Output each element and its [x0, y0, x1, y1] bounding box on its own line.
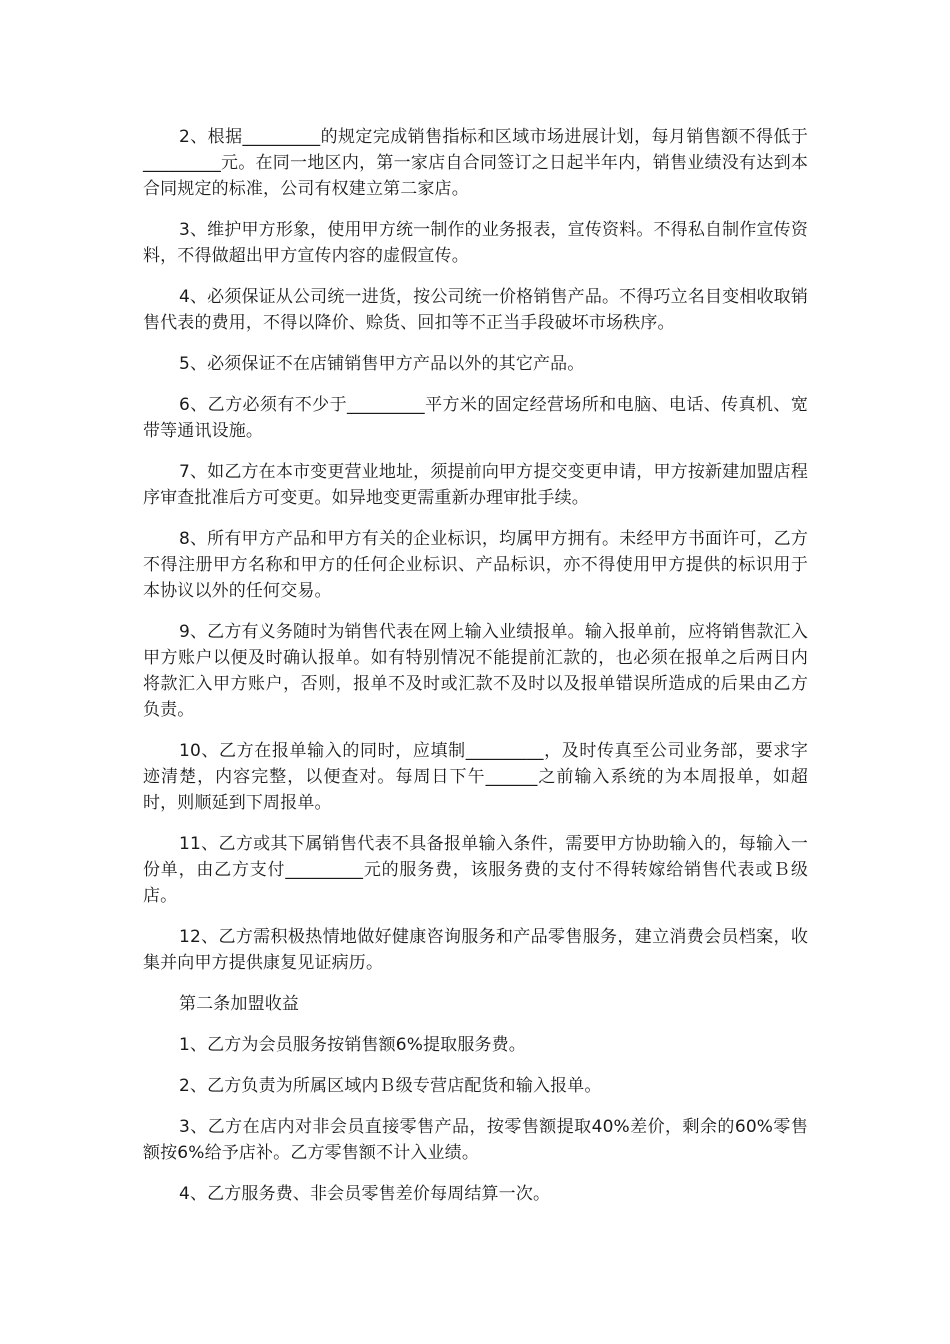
- section-heading: 第二条加盟收益: [179, 994, 300, 1014]
- clause-paragraph: 11、乙方或其下属销售代表不具备报单输入条件，需要甲方协助输入的，每输入一份单，由乙方支付_________元的服务费，该服务费的支付不得转嫁给销售代表或Ｂ级店。: [143, 834, 808, 906]
- clause-paragraph: 3、维护甲方形象，使用甲方统一制作的业务报表，宣传资料。不得私自制作宣传资料，不得做超出甲方宣传内容的虚假宣传。: [143, 220, 808, 266]
- clause-paragraph: 1、乙方为会员服务按销售额6%提取服务费。: [179, 1035, 526, 1055]
- clause-paragraph: 2、乙方负责为所属区域内Ｂ级专营店配货和输入报单。: [179, 1076, 602, 1096]
- clause-paragraph: 6、乙方必须有不少于_________平方米的固定经营场所和电脑、电话、传真机、宽带等通讯设施。: [143, 395, 808, 441]
- clause-paragraph: 2、根据_________的规定完成销售指标和区域市场进展计划，每月销售额不得低于_________元。在同一地区内，第一家店自合同签订之日起半年内，销售业绩没有达到本合同规定的标准，公司有权建立第二家店。: [143, 127, 808, 199]
- clause-paragraph: 5、必须保证不在店铺销售甲方产品以外的其它产品。: [179, 354, 585, 374]
- clause-paragraph: 4、必须保证从公司统一进货，按公司统一价格销售产品。不得巧立名目变相收取销售代表的费用，不得以降价、赊货、回扣等不正当手段破坏市场秩序。: [143, 287, 808, 333]
- clause-paragraph: 4、乙方服务费、非会员零售差价每周结算一次。: [179, 1184, 551, 1204]
- clause-paragraph: 8、所有甲方产品和甲方有关的企业标识，均属甲方拥有。未经甲方书面许可，乙方不得注册甲方名称和甲方的任何企业标识、产品标识，亦不得使用甲方提供的标识用于本协议以外的任何交易。: [143, 529, 808, 601]
- clause-paragraph: 9、乙方有义务随时为销售代表在网上输入业绩报单。输入报单前，应将销售款汇入甲方账户以便及时确认报单。如有特别情况不能提前汇款的，也必须在报单之后两日内将款汇入甲方账户，否则，报单不及时或汇款不及时以及报单错误所造成的后果由乙方负责。: [143, 622, 808, 720]
- clause-paragraph: 3、乙方在店内对非会员直接零售产品，按零售额提取40%差价，剩余的60%零售额按6%给予店补。乙方零售额不计入业绩。: [143, 1117, 808, 1163]
- document-body: [143, 124, 808, 1222]
- clause-paragraph: 10、乙方在报单输入的同时，应填制_________，及时传真至公司业务部，要求字迹清楚，内容完整，以便查对。每周日下午______之前输入系统的为本周报单，如超时，则顺延到下周报单。: [143, 741, 808, 813]
- clause-paragraph: 12、乙方需积极热情地做好健康咨询服务和产品零售服务，建立消费会员档案，收集并向甲方提供康复见证病历。: [143, 927, 808, 973]
- clause-paragraph: 7、如乙方在本市变更营业地址，须提前向甲方提交变更申请，甲方按新建加盟店程序审查批准后方可变更。如异地变更需重新办理审批手续。: [143, 462, 808, 508]
